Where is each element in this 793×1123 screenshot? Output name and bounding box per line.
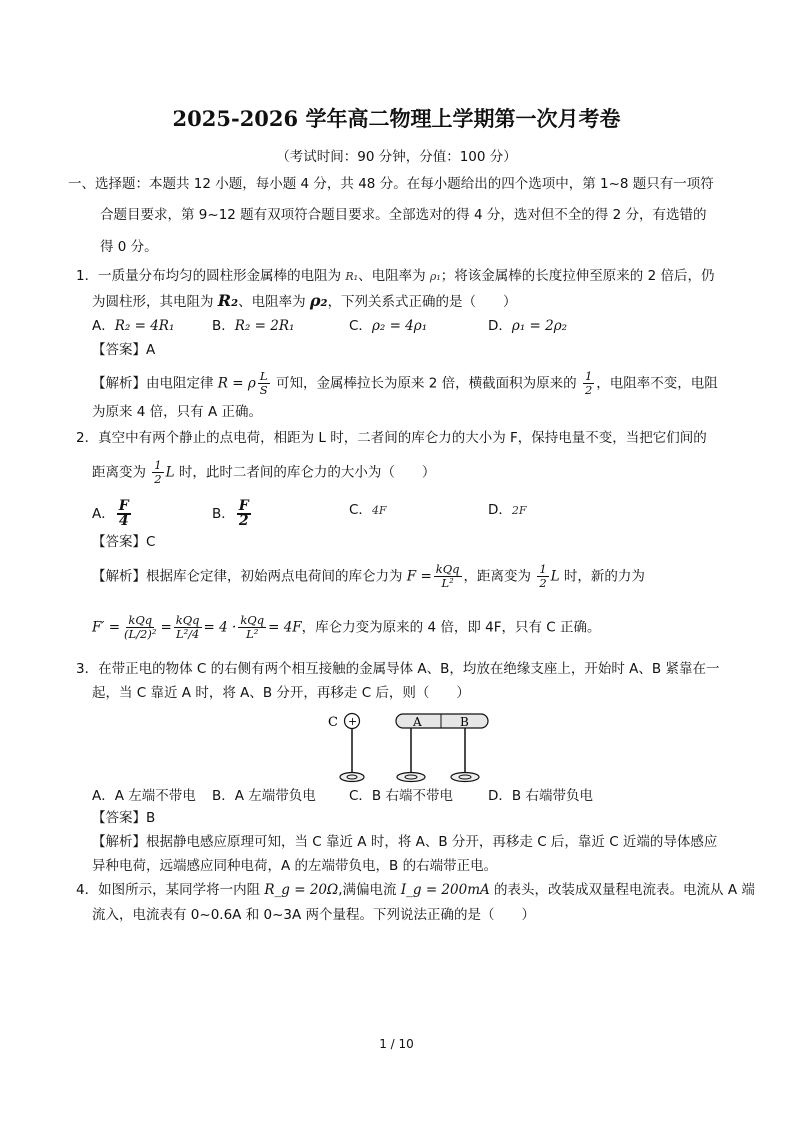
q3-explanation-line1: 【解析】根据静电感应原理可知，当 C 靠近 A 时，将 A、B 分开，再移走 C 后，靠近 C 近端的导体感应 bbox=[92, 834, 718, 850]
figure-label-a: A bbox=[413, 715, 422, 729]
fraction-one-half: $\frac{1}{2}$ bbox=[154, 458, 162, 486]
q3-option-b: B．A 左端带负电 bbox=[212, 788, 316, 804]
q2-option-a: A． $\frac{F}{4}$ bbox=[92, 498, 129, 529]
q1-answer: 【答案】A bbox=[92, 342, 156, 358]
q3-option-d: D．B 右端带负电 bbox=[488, 788, 593, 804]
section-instructions-line1: 一、选择题：本题共 12 小题，每小题 4 分，共 48 分。在每小题给出的四个选项中，第 1~8 题只有一项符 bbox=[68, 176, 714, 192]
fraction-one-half: $\frac{1}{2}$ bbox=[584, 369, 593, 397]
q1-option-c: C．ρ₂ = 4ρ₁ bbox=[349, 318, 428, 334]
q2-stem-line1: 2．真空中有两个静止的点电荷，相距为 L 时，二者间的库仑力的大小为 F，保持电量不变，当把它们间的 bbox=[76, 430, 707, 446]
q1-stem-line1: 1．一质量分布均匀的圆柱形金属棒的电阻为 R₁、电阻率为 ρ₁；将该金属棒的长度拉伸至原来的 2 倍后，仍 bbox=[76, 268, 715, 284]
q2-explanation-line2: F′ = $\frac{\text{kQq}}{\text{(L/2)²}}$ = $\frac{\text{kQq}}{\text{L²/4}}$ = 4 · $\frac{\text{kQq}}{\text{L²}}$ = 4F，库仑力变为原来的 4 倍，即 4F，只有 C 正确。 bbox=[92, 613, 601, 641]
q1-stem-line2: 为圆柱形，其电阻为 R₂、电阻率为 ρ₂，下列关系式正确的是（ ） bbox=[92, 291, 517, 310]
q4-stem-line2: 流入，电流表有 0~0.6A 和 0~3A 两个量程。下列说法正确的是（ ） bbox=[92, 907, 535, 923]
q1-option-a: A．R₂ = 4R₁ bbox=[92, 318, 175, 334]
q3-stem-line2: 起，当 C 靠近 A 时，将 A、B 分开，再移走 C 后，则（ ） bbox=[92, 685, 470, 701]
section-instructions-line2: 合题目要求，第 9~12 题有双项符合题目要求。全部选对的得 4 分，选对但不全的得 2 分，有选错的 bbox=[100, 207, 707, 223]
var-rho1: ρ₁ bbox=[429, 270, 441, 283]
figure-label-c: C bbox=[328, 715, 338, 730]
plus-sign-icon: + bbox=[348, 715, 358, 728]
var-rg: R_g = 20Ω bbox=[264, 882, 339, 898]
q2-stem-line2: 距离变为 $\frac{1}{2}$ L 时，此时二者间的库仑力的大小为（ ） bbox=[92, 458, 436, 486]
var-ig: I_g = 200mA bbox=[400, 882, 490, 898]
q3-option-a: A．A 左端不带电 bbox=[92, 788, 196, 804]
conductor-ab bbox=[396, 714, 488, 728]
page-number: 1 / 10 bbox=[379, 1037, 414, 1051]
var-rho2: ρ₂ bbox=[309, 291, 328, 310]
figure-label-b: B bbox=[460, 715, 469, 729]
q1-explanation-line2: 为原来 4 倍，只有 A 正确。 bbox=[92, 404, 262, 420]
q2-option-c: C．4F bbox=[349, 502, 387, 518]
q2-answer: 【答案】C bbox=[92, 534, 156, 550]
q3-answer: 【答案】B bbox=[92, 810, 156, 826]
q2-option-b: B． $\frac{F}{2}$ bbox=[212, 498, 249, 529]
q1-explanation-line1: 【解析】由电阻定律 R = ρ $\frac{L}{S}$ 可知，金属棒拉长为原来 2 倍，横截面积为原来的 $\frac{1}{2}$ ，电阻率不变，电阻 bbox=[92, 369, 718, 397]
q1-option-d: D．ρ₁ = 2ρ₂ bbox=[488, 318, 568, 334]
q4-stem-line1: 4．如图所示，某同学将一内阻 R_g = 20Ω,满偏电流 I_g = 200mA 的表头，改装成双量程电流表。电流从 A 端 bbox=[76, 882, 755, 898]
var-r2: R₂ bbox=[217, 291, 239, 310]
exam-title: 2025-2026 学年高二物理上学期第一次月考卷 bbox=[172, 106, 621, 131]
var-r1: R₁ bbox=[345, 270, 359, 283]
exam-subtitle: （考试时间：90 分钟，分值：100 分） bbox=[276, 149, 517, 165]
q3-stem-line1: 3．在带正电的物体 C 的右侧有两个相互接触的金属导体 A、B，均放在绝缘支座上，开始时 A、B 紧靠在一 bbox=[76, 661, 720, 677]
q3-option-c: C．B 右端不带电 bbox=[349, 788, 453, 804]
q2-explanation-line1: 【解析】根据库仑定律，初始两点电荷间的库仑力为 F = $\frac{\text{kQq}}{\text{L²}}$ ，距离变为 $\frac{1}{2}$ L 时，新的力为 bbox=[92, 562, 645, 590]
q1-option-b: B．R₂ = 2R₁ bbox=[212, 318, 295, 334]
fraction-one-half: $\frac{1}{2}$ bbox=[539, 562, 547, 590]
formula-l-over-s: $\frac{L}{S}$ bbox=[259, 369, 268, 397]
q3-explanation-line2: 异种电荷，远端感应同种电荷，A 的左端带负电，B 的右端带正电。 bbox=[92, 858, 498, 874]
q3-electrostatic-figure bbox=[322, 706, 494, 786]
q2-option-d: D．2F bbox=[488, 502, 527, 518]
section-instructions-line3: 得 0 分。 bbox=[100, 239, 158, 255]
